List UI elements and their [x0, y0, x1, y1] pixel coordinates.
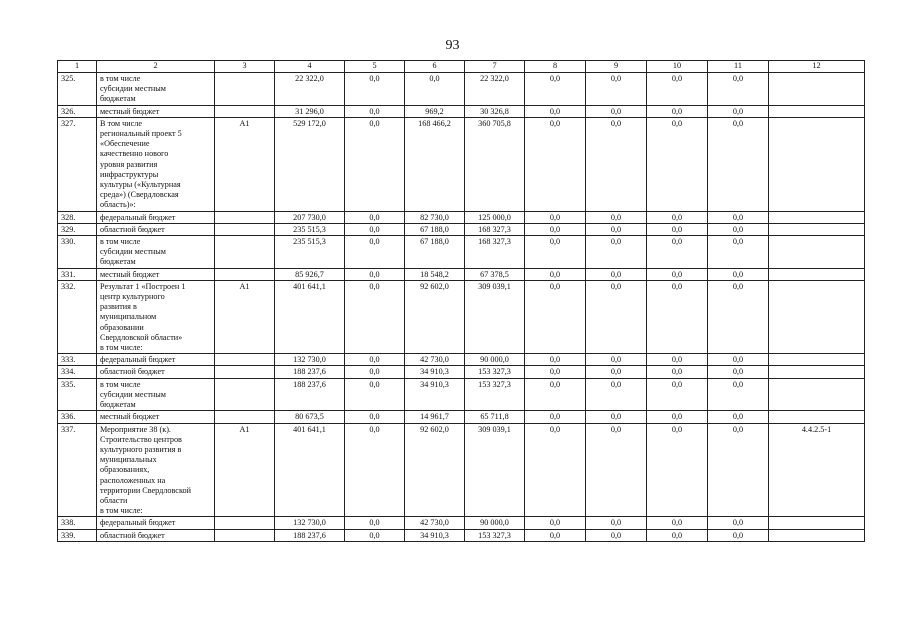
cell-c8: 0,0	[525, 529, 586, 541]
cell-c5: 0,0	[345, 105, 405, 117]
cell-c6: 34 910,3	[405, 529, 465, 541]
cell-c10: 0,0	[647, 529, 708, 541]
cell-c6: 67 188,0	[405, 236, 465, 269]
cell-c8: 0,0	[525, 366, 586, 378]
cell-c3	[215, 354, 275, 366]
cell-c12	[769, 280, 865, 353]
cell-num: 325.	[58, 73, 97, 106]
cell-c10: 0,0	[647, 517, 708, 529]
column-header-8: 8	[525, 61, 586, 73]
cell-c6: 34 910,3	[405, 378, 465, 411]
cell-name: федеральный бюджет	[97, 517, 215, 529]
cell-c12	[769, 411, 865, 423]
cell-c7: 22 322,0	[465, 73, 525, 106]
cell-c8: 0,0	[525, 105, 586, 117]
cell-c8: 0,0	[525, 223, 586, 235]
cell-c12	[769, 366, 865, 378]
cell-c3	[215, 366, 275, 378]
table-body	[58, 73, 865, 542]
cell-c5: 0,0	[345, 236, 405, 269]
cell-c11: 0,0	[708, 517, 769, 529]
cell-c3	[215, 223, 275, 235]
cell-c6: 168 466,2	[405, 117, 465, 211]
column-header-4: 4	[275, 61, 345, 73]
cell-c5: 0,0	[345, 280, 405, 353]
cell-c12	[769, 529, 865, 541]
cell-num: 332.	[58, 280, 97, 353]
cell-c8: 0,0	[525, 73, 586, 106]
column-header-10: 10	[647, 61, 708, 73]
cell-c11: 0,0	[708, 529, 769, 541]
table-row	[58, 211, 865, 223]
cell-c4: 132 730,0	[275, 517, 345, 529]
cell-c3	[215, 378, 275, 411]
cell-c8: 0,0	[525, 517, 586, 529]
cell-c9: 0,0	[586, 366, 647, 378]
cell-num: 329.	[58, 223, 97, 235]
cell-num: 327.	[58, 117, 97, 211]
cell-c4: 31 296,0	[275, 105, 345, 117]
cell-name: областной бюджет	[97, 366, 215, 378]
cell-c6: 92 602,0	[405, 423, 465, 517]
cell-c5: 0,0	[345, 354, 405, 366]
column-header-12: 12	[769, 61, 865, 73]
cell-c5: 0,0	[345, 517, 405, 529]
cell-c9: 0,0	[586, 236, 647, 269]
cell-c12: 4.4.2.5-1	[769, 423, 865, 517]
cell-c3	[215, 236, 275, 269]
cell-num: 339.	[58, 529, 97, 541]
cell-c6: 92 602,0	[405, 280, 465, 353]
cell-c7: 153 327,3	[465, 529, 525, 541]
cell-c10: 0,0	[647, 280, 708, 353]
cell-c11: 0,0	[708, 117, 769, 211]
cell-c4: 85 926,7	[275, 268, 345, 280]
cell-c5: 0,0	[345, 268, 405, 280]
cell-c8: 0,0	[525, 423, 586, 517]
cell-num: 338.	[58, 517, 97, 529]
table-row	[58, 223, 865, 235]
header-row	[58, 61, 865, 73]
cell-c8: 0,0	[525, 117, 586, 211]
cell-c5: 0,0	[345, 529, 405, 541]
cell-c3	[215, 517, 275, 529]
cell-c4: 188 237,6	[275, 378, 345, 411]
cell-c8: 0,0	[525, 280, 586, 353]
cell-name: В том числе региональный проект 5 «Обеспечение качественно нового уровня развития инфраструктуры культуры («Культурная среда») (Свердловская область)»:	[97, 117, 215, 211]
column-header-2: 2	[97, 61, 215, 73]
cell-c9: 0,0	[586, 223, 647, 235]
cell-c7: 153 327,3	[465, 378, 525, 411]
page-number: 93	[445, 38, 460, 53]
table-row	[58, 117, 865, 211]
cell-c12	[769, 211, 865, 223]
cell-c4: 235 515,3	[275, 223, 345, 235]
table-row	[58, 105, 865, 117]
cell-c6: 82 730,0	[405, 211, 465, 223]
cell-c9: 0,0	[586, 354, 647, 366]
cell-name: в том числе субсидии местным бюджетам	[97, 378, 215, 411]
cell-name: федеральный бюджет	[97, 354, 215, 366]
column-header-9: 9	[586, 61, 647, 73]
cell-c9: 0,0	[586, 529, 647, 541]
cell-c11: 0,0	[708, 223, 769, 235]
cell-c6: 18 548,2	[405, 268, 465, 280]
cell-c12	[769, 223, 865, 235]
table-row	[58, 529, 865, 541]
budget-table	[57, 60, 865, 542]
cell-c5: 0,0	[345, 378, 405, 411]
cell-c5: 0,0	[345, 211, 405, 223]
cell-c11: 0,0	[708, 280, 769, 353]
cell-c9: 0,0	[586, 423, 647, 517]
cell-c11: 0,0	[708, 411, 769, 423]
cell-c3: А1	[215, 117, 275, 211]
cell-num: 333.	[58, 354, 97, 366]
table-row	[58, 354, 865, 366]
cell-c5: 0,0	[345, 223, 405, 235]
cell-c10: 0,0	[647, 354, 708, 366]
cell-c10: 0,0	[647, 411, 708, 423]
cell-num: 330.	[58, 236, 97, 269]
cell-c10: 0,0	[647, 117, 708, 211]
cell-c3	[215, 211, 275, 223]
table-row	[58, 366, 865, 378]
cell-c6: 34 910,3	[405, 366, 465, 378]
cell-c3: А1	[215, 280, 275, 353]
cell-num: 326.	[58, 105, 97, 117]
cell-c7: 90 000,0	[465, 354, 525, 366]
cell-c10: 0,0	[647, 105, 708, 117]
cell-c8: 0,0	[525, 236, 586, 269]
cell-c10: 0,0	[647, 211, 708, 223]
cell-name: в том числе субсидии местным бюджетам	[97, 73, 215, 106]
cell-c4: 235 515,3	[275, 236, 345, 269]
cell-c10: 0,0	[647, 268, 708, 280]
table-row	[58, 423, 865, 517]
cell-c10: 0,0	[647, 236, 708, 269]
cell-c7: 90 000,0	[465, 517, 525, 529]
cell-c3	[215, 411, 275, 423]
cell-num: 336.	[58, 411, 97, 423]
cell-c6: 0,0	[405, 73, 465, 106]
cell-name: федеральный бюджет	[97, 211, 215, 223]
column-header-3: 3	[215, 61, 275, 73]
cell-num: 334.	[58, 366, 97, 378]
table-row	[58, 73, 865, 106]
cell-c9: 0,0	[586, 378, 647, 411]
cell-name: областной бюджет	[97, 223, 215, 235]
cell-c7: 153 327,3	[465, 366, 525, 378]
cell-c12	[769, 378, 865, 411]
cell-c11: 0,0	[708, 211, 769, 223]
cell-c7: 30 326,8	[465, 105, 525, 117]
cell-c11: 0,0	[708, 423, 769, 517]
cell-c12	[769, 117, 865, 211]
cell-c5: 0,0	[345, 117, 405, 211]
table-row	[58, 280, 865, 353]
cell-c3	[215, 268, 275, 280]
cell-c10: 0,0	[647, 378, 708, 411]
cell-c4: 22 322,0	[275, 73, 345, 106]
cell-c4: 188 237,6	[275, 529, 345, 541]
cell-c7: 309 039,1	[465, 280, 525, 353]
table-row	[58, 378, 865, 411]
cell-c8: 0,0	[525, 378, 586, 411]
cell-c8: 0,0	[525, 211, 586, 223]
cell-c11: 0,0	[708, 268, 769, 280]
cell-c5: 0,0	[345, 423, 405, 517]
cell-c10: 0,0	[647, 223, 708, 235]
cell-c9: 0,0	[586, 211, 647, 223]
cell-c7: 65 711,8	[465, 411, 525, 423]
cell-c6: 969,2	[405, 105, 465, 117]
cell-num: 328.	[58, 211, 97, 223]
cell-c7: 309 039,1	[465, 423, 525, 517]
cell-c9: 0,0	[586, 117, 647, 211]
cell-name: в том числе субсидии местным бюджетам	[97, 236, 215, 269]
cell-name: местный бюджет	[97, 105, 215, 117]
cell-c5: 0,0	[345, 366, 405, 378]
cell-c12	[769, 517, 865, 529]
cell-c4: 401 641,1	[275, 280, 345, 353]
column-header-7: 7	[465, 61, 525, 73]
cell-c12	[769, 236, 865, 269]
cell-c12	[769, 105, 865, 117]
table-row	[58, 517, 865, 529]
cell-name: областной бюджет	[97, 529, 215, 541]
cell-c4: 80 673,5	[275, 411, 345, 423]
cell-num: 331.	[58, 268, 97, 280]
cell-c9: 0,0	[586, 268, 647, 280]
cell-c8: 0,0	[525, 411, 586, 423]
cell-name: Мероприятие 38 (к). Строительство центров культурного развития в муниципальных образованиях, расположенных на территории Свердловской области в том числе:	[97, 423, 215, 517]
table-row	[58, 236, 865, 269]
cell-c9: 0,0	[586, 411, 647, 423]
cell-c6: 67 188,0	[405, 223, 465, 235]
cell-c12	[769, 354, 865, 366]
cell-c12	[769, 268, 865, 280]
cell-num: 335.	[58, 378, 97, 411]
cell-c8: 0,0	[525, 354, 586, 366]
column-header-6: 6	[405, 61, 465, 73]
cell-c7: 125 000,0	[465, 211, 525, 223]
column-header-1: 1	[58, 61, 97, 73]
cell-c11: 0,0	[708, 236, 769, 269]
cell-c6: 14 961,7	[405, 411, 465, 423]
cell-name: местный бюджет	[97, 411, 215, 423]
cell-c9: 0,0	[586, 517, 647, 529]
cell-c3	[215, 73, 275, 106]
cell-c12	[769, 73, 865, 106]
column-header-11: 11	[708, 61, 769, 73]
table-row	[58, 411, 865, 423]
cell-name: местный бюджет	[97, 268, 215, 280]
cell-c4: 132 730,0	[275, 354, 345, 366]
cell-c5: 0,0	[345, 411, 405, 423]
table-row	[58, 268, 865, 280]
cell-c10: 0,0	[647, 73, 708, 106]
cell-c11: 0,0	[708, 366, 769, 378]
cell-c7: 168 327,3	[465, 236, 525, 269]
cell-c11: 0,0	[708, 73, 769, 106]
cell-c7: 168 327,3	[465, 223, 525, 235]
cell-c5: 0,0	[345, 73, 405, 106]
cell-c4: 401 641,1	[275, 423, 345, 517]
cell-c4: 207 730,0	[275, 211, 345, 223]
cell-c3	[215, 105, 275, 117]
column-header-5: 5	[345, 61, 405, 73]
cell-c7: 67 378,5	[465, 268, 525, 280]
cell-c9: 0,0	[586, 73, 647, 106]
cell-name: Результат 1 «Построен 1 центр культурного развития в муниципальном образовании Свердловской области» в том числе:	[97, 280, 215, 353]
cell-c10: 0,0	[647, 366, 708, 378]
cell-c7: 360 705,8	[465, 117, 525, 211]
cell-c11: 0,0	[708, 105, 769, 117]
cell-c4: 529 172,0	[275, 117, 345, 211]
cell-c3: А1	[215, 423, 275, 517]
cell-c3	[215, 529, 275, 541]
cell-c11: 0,0	[708, 354, 769, 366]
cell-c9: 0,0	[586, 280, 647, 353]
cell-c11: 0,0	[708, 378, 769, 411]
cell-c4: 188 237,6	[275, 366, 345, 378]
cell-c8: 0,0	[525, 268, 586, 280]
cell-c6: 42 730,0	[405, 354, 465, 366]
cell-c10: 0,0	[647, 423, 708, 517]
cell-num: 337.	[58, 423, 97, 517]
cell-c6: 42 730,0	[405, 517, 465, 529]
cell-c9: 0,0	[586, 105, 647, 117]
